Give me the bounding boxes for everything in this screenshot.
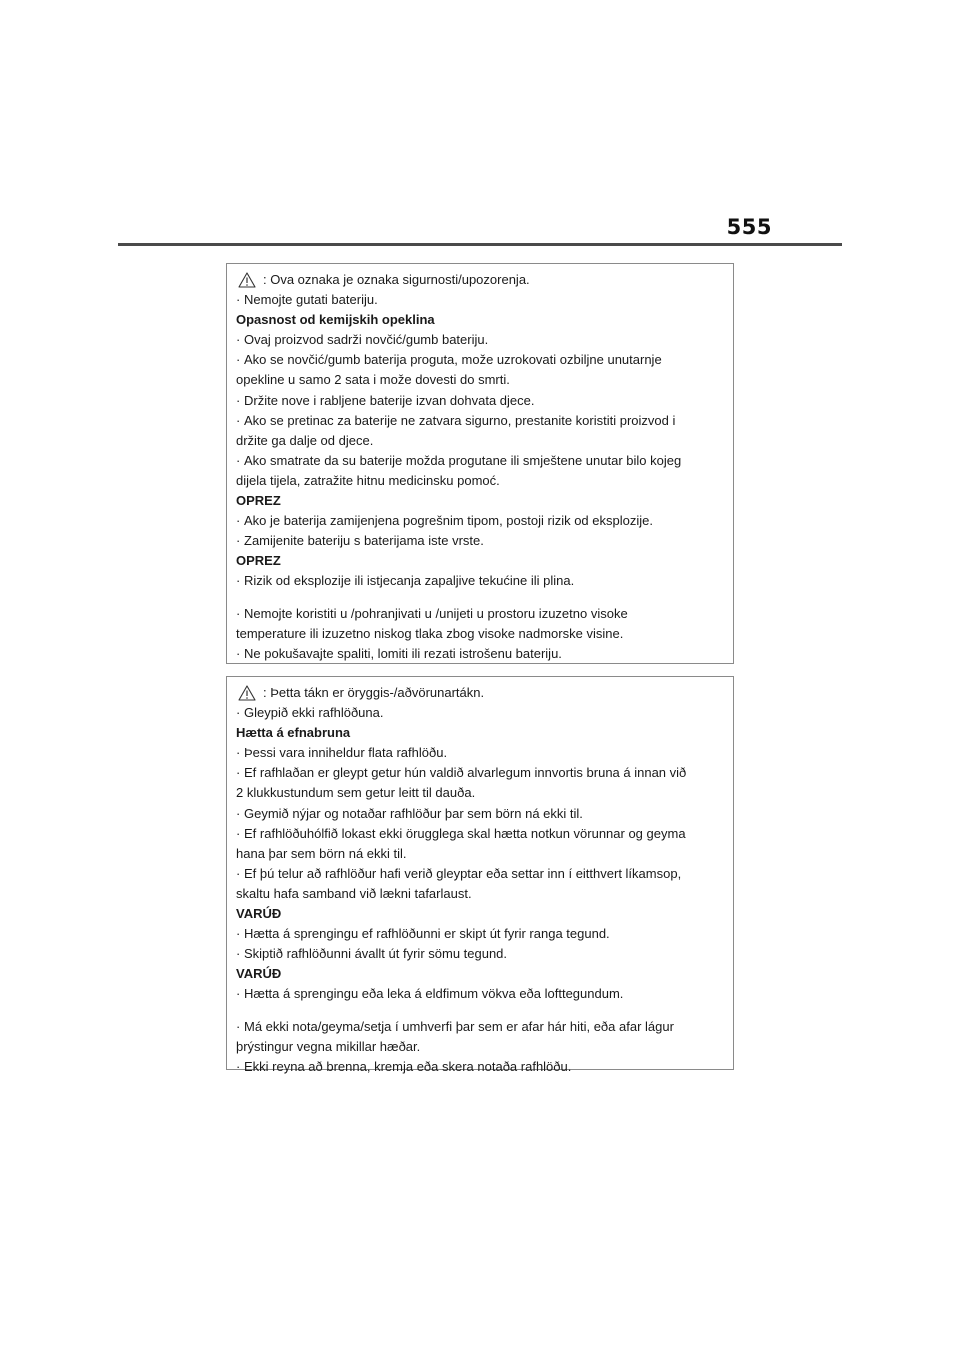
text-line <box>236 511 725 531</box>
line-text: Ef rafhlöðuhólfið lokast ekki örugglega skal hætta notkun vörunnar og geyma <box>244 825 686 841</box>
text-line <box>236 743 725 763</box>
line-text: temperature ili izuzetno niskog tlaka zbog visoke nadmorske visine. <box>236 625 624 641</box>
bullet-mark: · <box>236 986 241 1002</box>
bullet-mark: · <box>236 805 241 821</box>
line-text: VARÚÐ <box>236 966 282 982</box>
text-line <box>236 924 725 944</box>
section-heading <box>236 491 725 511</box>
line-text: Þessi vara inniheldur flata rafhlöðu. <box>244 745 448 761</box>
text-line <box>236 1057 725 1077</box>
line-text: dijela tijela, zatražite hitnu medicinsku pomoć. <box>236 472 500 488</box>
section-heading <box>236 723 725 743</box>
text-line <box>236 804 725 824</box>
warning-intro-line <box>236 270 725 290</box>
bullet-mark: · <box>236 533 241 549</box>
line-text: Ef rafhlaðan er gleypt getur hún valdið alvarlegum innvortis bruna á innan við <box>244 765 687 781</box>
bullet-mark: · <box>236 705 241 721</box>
header-rule <box>118 243 842 246</box>
section-heading <box>236 904 725 924</box>
warning-lines <box>236 290 725 664</box>
section-heading <box>236 964 725 984</box>
text-line <box>236 604 725 624</box>
line-text: hana þar sem börn ná ekki til. <box>236 845 407 861</box>
bullet-mark: · <box>236 946 241 962</box>
bullet-mark: · <box>236 645 241 661</box>
section-heading <box>236 310 725 330</box>
text-line <box>236 290 725 310</box>
line-text: Ne pokušavajte spaliti, lomiti ili rezati istrošenu bateriju. <box>244 645 562 661</box>
text-line <box>236 624 725 644</box>
bullet-mark: · <box>236 605 241 621</box>
text-line <box>236 431 725 451</box>
text-line <box>236 350 725 370</box>
line-text: Geymið nýjar og notaðar rafhlöður þar sem börn ná ekki til. <box>244 805 583 821</box>
line-text: Má ekki nota/geyma/setja í umhverfi þar sem er afar hár hiti, eða afar lágur <box>244 1018 674 1034</box>
warning-lines <box>236 703 725 1077</box>
bullet-mark: · <box>236 292 241 308</box>
warning-intro-line <box>236 683 725 703</box>
text-line <box>236 571 725 591</box>
section-heading <box>236 551 725 571</box>
line-text: Skiptið rafhlöðunni ávallt út fyrir sömu tegund. <box>244 946 508 962</box>
text-line <box>236 1037 725 1057</box>
text-line <box>236 783 725 803</box>
line-text: Hætta á efnabruna <box>236 725 351 741</box>
bullet-mark: · <box>236 825 241 841</box>
text-line <box>236 944 725 964</box>
text-line <box>236 531 725 551</box>
text-line <box>236 330 725 350</box>
warning-intro-text: : Þetta tákn er öryggis-/aðvörunartákn. <box>263 685 485 700</box>
line-text: Ako smatrate da su baterije možda progutane ili smještene unutar bilo kojeg <box>244 452 682 468</box>
bullet-mark: · <box>236 926 241 942</box>
line-text: Ako je baterija zamijenjena pogrešnim tipom, postoji rizik od eksplozije. <box>244 513 653 529</box>
line-text: Hætta á sprengingu ef rafhlöðunni er skipt út fyrir ranga tegund. <box>244 926 610 942</box>
warning-triangle-icon <box>238 685 256 701</box>
text-line <box>236 471 725 491</box>
text-line <box>236 844 725 864</box>
warning-box-icelandic <box>226 676 734 1074</box>
bullet-mark: · <box>236 573 241 589</box>
line-text: OPREZ <box>236 493 281 509</box>
text-line <box>236 370 725 390</box>
text-line <box>236 824 725 844</box>
text-line <box>236 984 725 1004</box>
line-text: skaltu hafa samband við lækni tafarlaust. <box>236 885 472 901</box>
line-text: Ako se pretinac za baterije ne zatvara sigurno, prestanite koristiti proizvod i <box>244 412 676 428</box>
bullet-mark: · <box>236 452 241 468</box>
line-text: Gleypið ekki rafhlöðuna. <box>244 705 384 721</box>
warning-triangle-icon <box>238 272 256 288</box>
text-line <box>236 411 725 431</box>
line-text: Zamijenite bateriju s baterijama iste vrste. <box>244 533 484 549</box>
line-text: Nemojte koristiti u /pohranjivati u /unijeti u prostoru izuzetno visoke <box>244 605 628 621</box>
bullet-mark: · <box>236 865 241 881</box>
line-text: Nemojte gutati bateriju. <box>244 292 378 308</box>
text-line <box>236 763 725 783</box>
text-line <box>236 1017 725 1037</box>
line-text: þrýstingur vegna mikillar hæðar. <box>236 1038 421 1054</box>
bullet-mark: · <box>236 332 241 348</box>
line-text: Ako se novčić/gumb baterija proguta, može uzrokovati ozbiljne unutarnje <box>244 352 662 368</box>
line-text: Opasnost od kemijskih opeklina <box>236 312 435 328</box>
line-text: Hætta á sprengingu eða leka á eldfimum vökva eða lofttegundum. <box>244 986 624 1002</box>
bullet-mark: · <box>236 513 241 529</box>
bullet-mark: · <box>236 412 241 428</box>
bullet-mark: · <box>236 1058 241 1074</box>
warning-intro-text: : Ova oznaka je oznaka sigurnosti/upozorenja. <box>263 272 530 287</box>
text-line <box>236 864 725 884</box>
line-text: Držite nove i rabljene baterije izvan dohvata djece. <box>244 392 535 408</box>
bullet-mark: · <box>236 1018 241 1034</box>
line-text: 2 klukkustundum sem getur leitt til dauða. <box>236 785 476 801</box>
line-text: opekline u samo 2 sata i može dovesti do smrti. <box>236 372 510 388</box>
line-text: VARÚÐ <box>236 906 282 922</box>
text-line <box>236 884 725 904</box>
warning-box-croatian <box>226 263 734 664</box>
text-line <box>236 451 725 471</box>
line-text: Ef þú telur að rafhlöður hafi verið gleyptar eða settar inn í eitthvert líkamsop, <box>244 865 682 881</box>
bullet-mark: · <box>236 352 241 368</box>
text-line <box>236 644 725 664</box>
line-text: Rizik od eksplozije ili istjecanja zapaljive tekućine ili plina. <box>244 573 575 589</box>
line-text: Ovaj proizvod sadrži novčić/gumb bateriju. <box>244 332 489 348</box>
bullet-mark: · <box>236 745 241 761</box>
line-text: držite ga dalje od djece. <box>236 432 374 448</box>
bullet-mark: · <box>236 392 241 408</box>
line-text: OPREZ <box>236 553 281 569</box>
text-line <box>236 703 725 723</box>
bullet-mark: · <box>236 765 241 781</box>
text-line <box>236 391 725 411</box>
line-text: Ekki reyna að brenna, kremja eða skera notaða rafhlöðu. <box>244 1058 572 1074</box>
page-number: 555 <box>726 215 772 239</box>
